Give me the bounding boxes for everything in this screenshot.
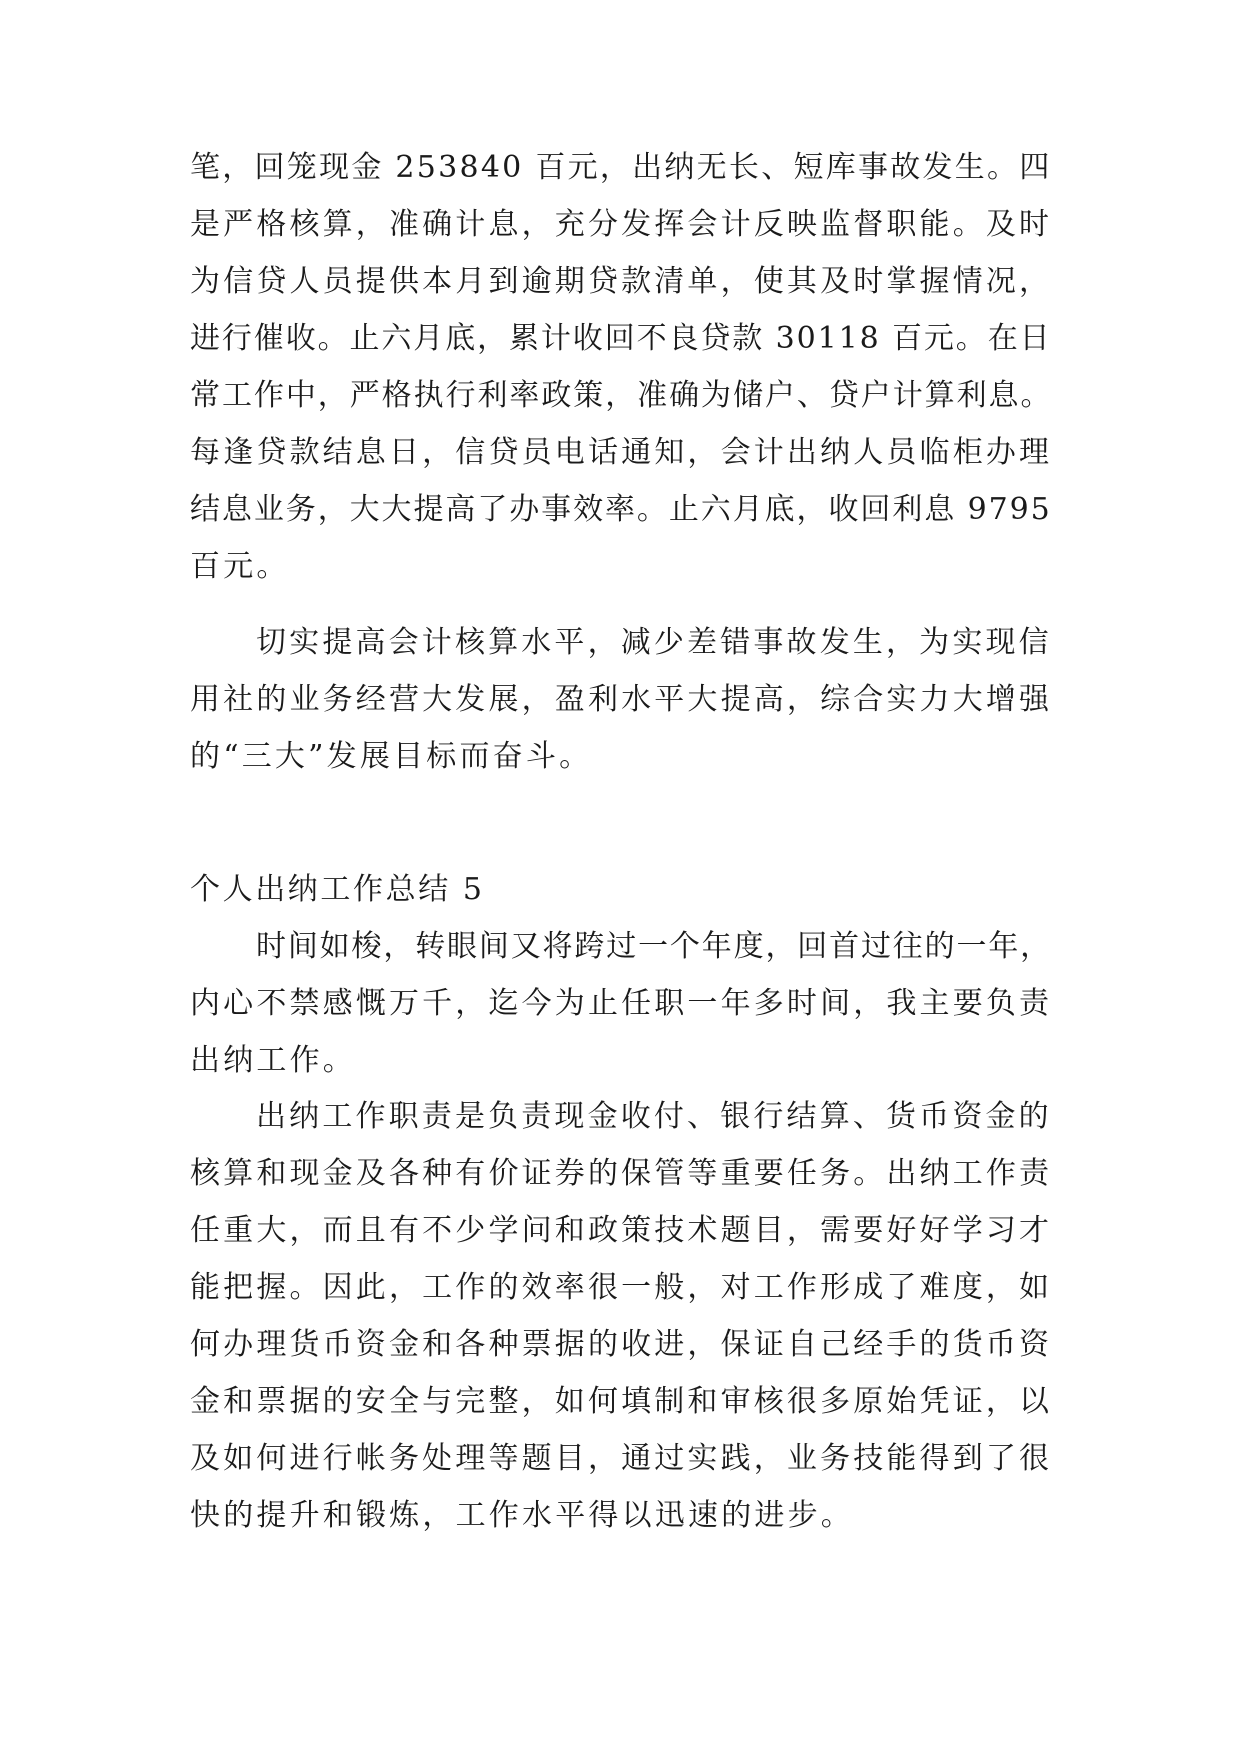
text-line: 何办理货币资金和各种票据的收进，保证自己经手的货币资 — [190, 1327, 1053, 1362]
text-line: 是严格核算，准确计息，充分发挥会计反映监督职能。及时 — [190, 207, 1053, 242]
section-heading: 个人出纳工作总结 5 — [190, 872, 485, 907]
text-line: 为信贷人员提供本月到逾期贷款清单，使其及时掌握情况， — [190, 264, 1053, 299]
text-line: 核算和现金及各种有价证券的保管等重要任务。出纳工作责 — [190, 1156, 1053, 1191]
text-line: 出纳工作。 — [190, 1043, 356, 1078]
text-line: 百元。 — [190, 549, 290, 584]
text-line: 常工作中，严格执行利率政策，准确为储户、贷户计算利息。 — [190, 378, 1053, 413]
text-line: 进行催收。止六月底，累计收回不良贷款 30118 百元。在日 — [190, 321, 1052, 356]
text-line: 任重大，而且有不少学问和政策技术题目，需要好好学习才 — [190, 1213, 1053, 1248]
text-line: 内心不禁感慨万千，迄今为止任职一年多时间，我主要负责 — [190, 986, 1053, 1021]
text-line: 金和票据的安全与完整，如何填制和审核很多原始凭证，以 — [190, 1384, 1053, 1419]
text-line: 快的提升和锻炼，工作水平得以迅速的进步。 — [190, 1498, 854, 1533]
text-line: 能把握。因此，工作的效率很一般，对工作形成了难度，如 — [190, 1270, 1053, 1305]
text-line: 用社的业务经营大发展，盈利水平大提高，综合实力大增强 — [190, 682, 1053, 717]
text-line: 时间如梭，转眼间又将跨过一个年度，回首过往的一年， — [256, 929, 1052, 964]
text-line: 出纳工作职责是负责现金收付、银行结算、货币资金的 — [256, 1099, 1052, 1134]
text-line: 结息业务，大大提高了办事效率。止六月底，收回利息 9795 — [190, 492, 1052, 527]
text-line: 切实提高会计核算水平，减少差错事故发生，为实现信 — [256, 625, 1052, 660]
text-line: 的“三大”发展目标而奋斗。 — [190, 739, 593, 774]
text-line: 笔，回笼现金 253840 百元，出纳无长、短库事故发生。四 — [190, 150, 1052, 185]
text-line: 每逢贷款结息日，信贷员电话通知，会计出纳人员临柜办理 — [190, 435, 1053, 470]
text-line: 及如何进行帐务处理等题目，通过实践，业务技能得到了很 — [190, 1441, 1053, 1476]
